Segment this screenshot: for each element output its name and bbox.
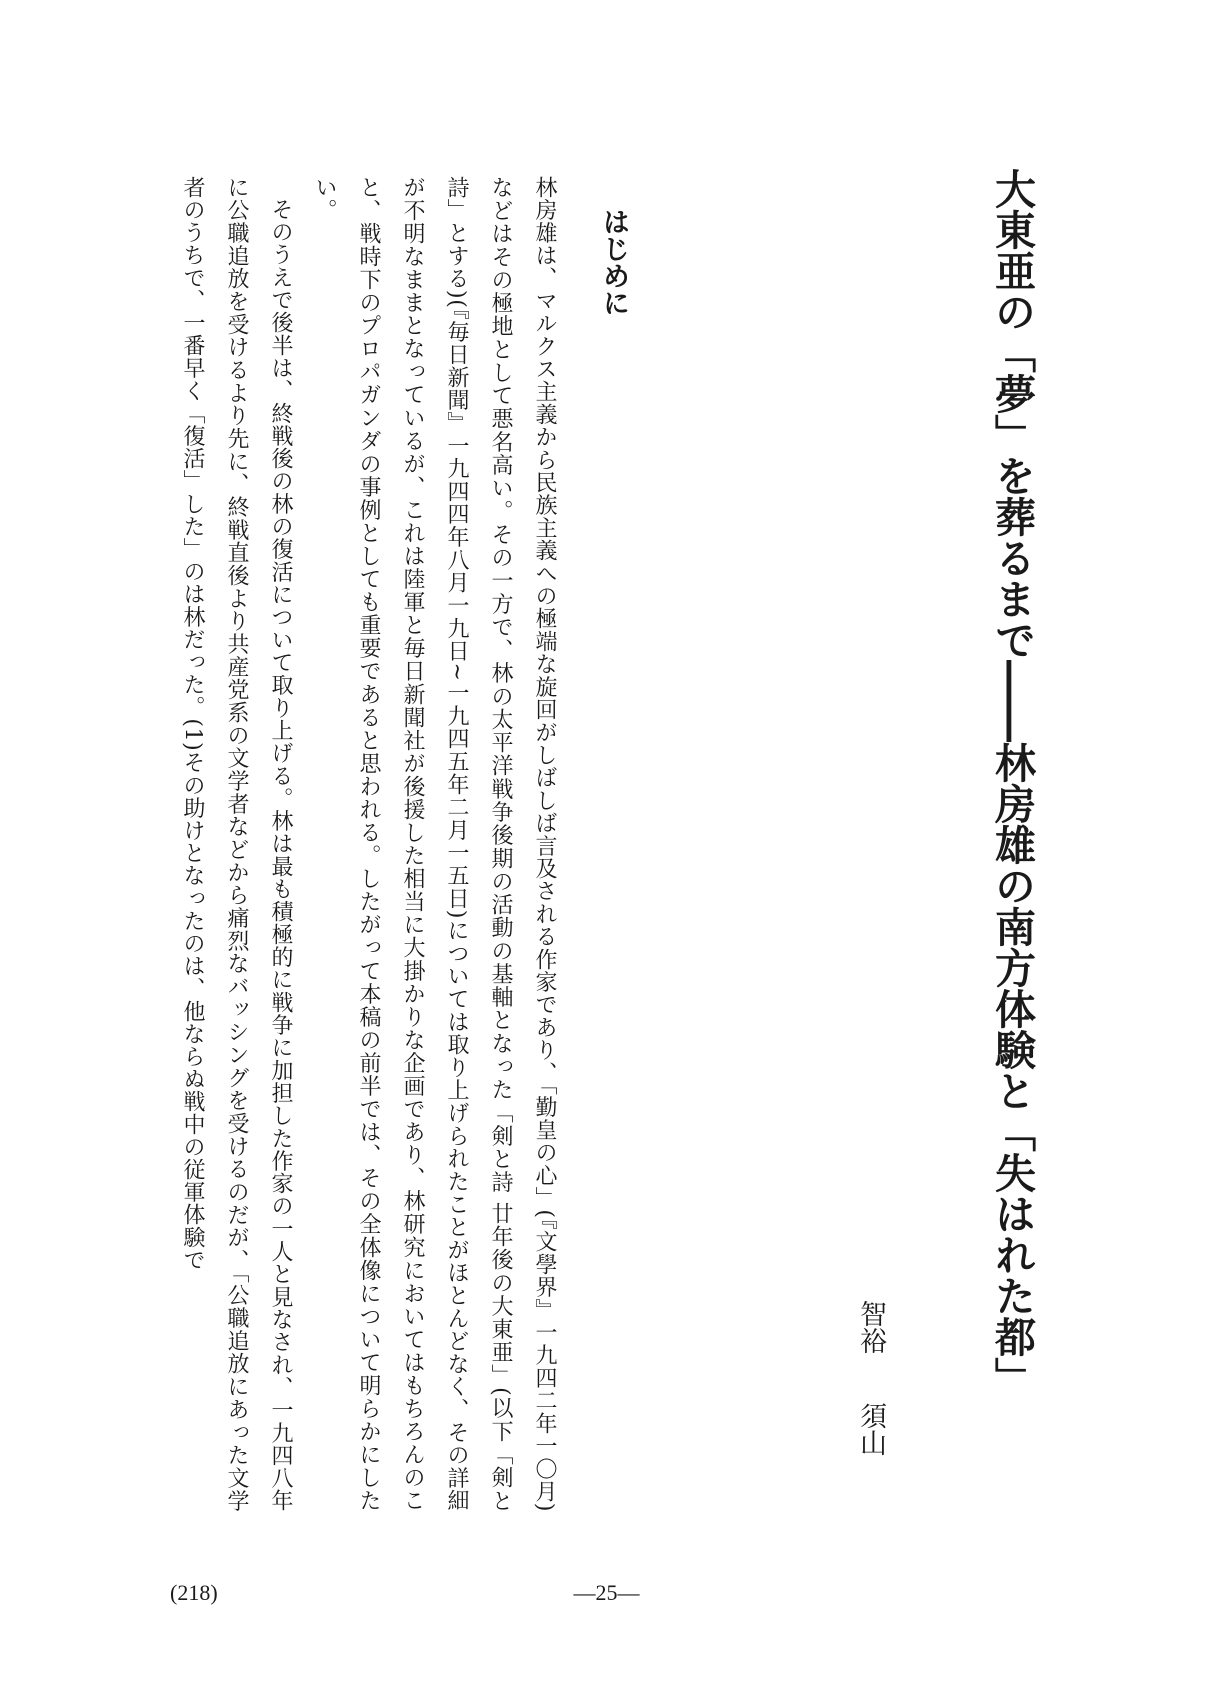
author-name <box>854 1300 886 1456</box>
original-page-number: (218) <box>170 1580 218 1605</box>
section-heading: はじめに <box>598 208 629 316</box>
body-paragraph: 林房雄は、マルクス主義から民族主義への極端な旋回がしばしば言及される作家であり、「勤皇の心」(『文學界』一九四二年一〇月)などはその極地として悪名高い。その一方で、林の太平洋戦争後期の活動の基軸となった「剣と詩 廿年後の大東亜」(以下「剣と詩」とする)(『毎日新聞』一九四四年八月一九日~一九四五年二月一五日)については取り上げられたことがほとんどなく、その詳細が不明なままとなっているが、これは陸軍と毎日新聞社が後援した相当に大掛かりな企画であり、林研究においてはもちろんのこと、戦時下のプロパガンダの事例としても重要であると思われる。したがって本稿の前半では、その全体像について明らかにしたい。 <box>312 176 557 1512</box>
article-title: 大東亜の「夢」を葬るまで――林房雄の南方体験と「失はれた都」 <box>988 168 1036 1398</box>
article-body <box>170 176 566 1512</box>
author-family-name: 須山 <box>855 1402 886 1456</box>
body-paragraph: そのうえで後半は、終戦後の林の復活について取り上げる。林は最も積極的に戦争に加担した作家の一人と見なされ、一九四八年に公職追放を受けるより先に、終戦直後より共産党系の文学者などから痛烈なバッシングを受けるのだが、「公職追放にあった文学者のうちで、一番早く「復活」した」のは林だった。(1)その助けとなったのは、他ならぬ戦中の従軍体験で <box>180 176 293 1512</box>
author-given-name: 智裕 <box>855 1300 886 1354</box>
page-number: ―25― <box>573 1580 640 1605</box>
